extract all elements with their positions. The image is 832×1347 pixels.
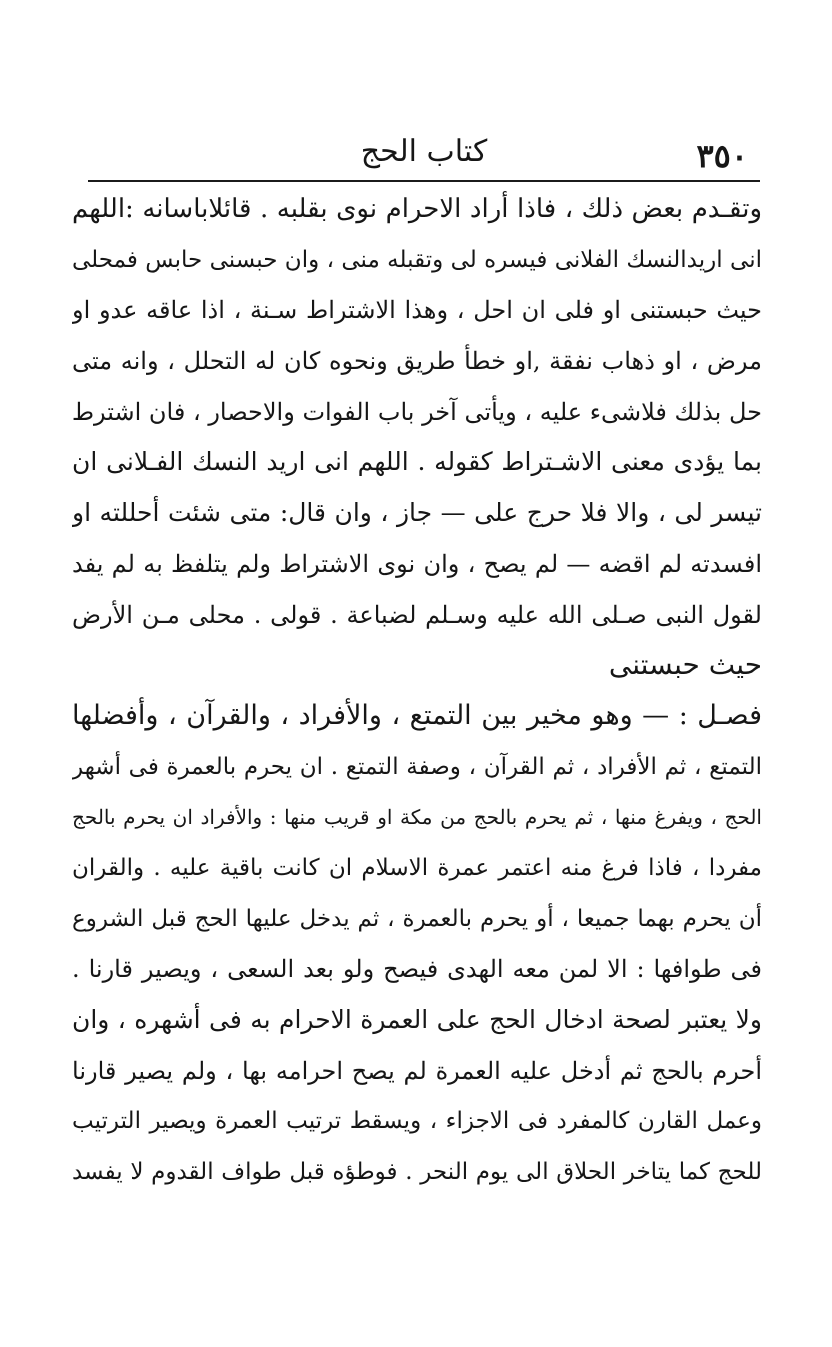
- text-line: انى اريدالنسك الفلانى فيسره لى وتقبله منى ، وان حبسنى حابس فمحلى: [72, 246, 762, 273]
- text-line: الحج ، ويفرغ منها ، ثم يحرم بالحج من مكة او قريب منها : والأفراد ان يحرم بالحج: [72, 805, 762, 830]
- text-line: للحج كما يتاخر الحلاق الى يوم النحر . فوطؤه قبل طواف القدوم لا يفسد: [72, 1159, 762, 1186]
- page-body: [72, 184, 762, 1198]
- text-line: أحرم بالحج ثم أدخل عليه العمرة لم يصح احرامه بها ، ولم يصير قارنا: [72, 1056, 762, 1085]
- text-line: مفردا ، فاذا فرغ منه اعتمر عمرة الاسلام ان كانت باقية عليه . والقران: [72, 854, 762, 881]
- text-line: افسدته لم اقضه — لم يصح ، وان نوى الاشتراط ولم يتلفظ به لم يفد: [72, 549, 762, 578]
- text-line-paragraph-end: حيث حبستنى: [608, 648, 762, 682]
- section-heading-line: فصـل : — وهو مخير بين التمتع ، والأفراد ، والقرآن ، وأفضلها: [72, 699, 762, 731]
- text-line: حيث حبستنى او فلى ان احل ، وهذا الاشتراط سـنة ، اذا عاقه عدو او: [72, 296, 762, 325]
- text-line: حل بذلك فلاشىء عليه ، ويأتى آخر باب الفوات والاحصار ، فان اشترط: [72, 397, 762, 426]
- text-line: التمتع ، ثم الأفراد ، ثم القرآن ، وصفة التمتع . ان يحرم بالعمرة فى أشهر: [72, 753, 762, 780]
- text-line: أن يحرم بهما جميعا ، أو يحرم بالعمرة ، ثم يدخل عليها الحج قبل الشروع: [72, 905, 762, 932]
- text-line: وعمل القارن كالمفرد فى الاجزاء ، ويسقط ترتيب العمرة ويصير الترتيب: [72, 1108, 762, 1135]
- running-title: كتاب الحج: [360, 134, 488, 169]
- text-line: تيسر لى ، والا فلا حرج على — جاز ، وان قال: متى شئت أحللته او: [72, 498, 762, 528]
- text-line: بما يؤدى معنى الاشـتراط كقوله . اللهم انى اريد النسك الفـلانى ان: [72, 447, 762, 477]
- text-line: ولا يعتبر لصحة ادخال الحج على العمرة الاحرام به فى أشهره ، وان: [72, 1005, 762, 1034]
- page-number: ٣٥٠: [696, 137, 748, 175]
- header-rule: [88, 180, 760, 182]
- text-line: فى طوافها : الا لمن معه الهدى فيصح ولو بعد السعى ، ويصير قارنا .: [72, 955, 762, 984]
- page-header: [88, 128, 760, 180]
- text-line: وتقـدم بعض ذلك ، فاذا أراد الاحرام نوى بقلبه . قائلاباسانه :اللهم: [72, 194, 762, 224]
- text-line: لقول النبى صـلى الله عليه وسـلم لضباعة . قولى . محلى مـن الأرض: [72, 600, 762, 629]
- text-line: مرض ، او ذهاب نفقة ,او خطأ طريق ونحوه كان له التحلل ، وانه متى: [72, 347, 762, 376]
